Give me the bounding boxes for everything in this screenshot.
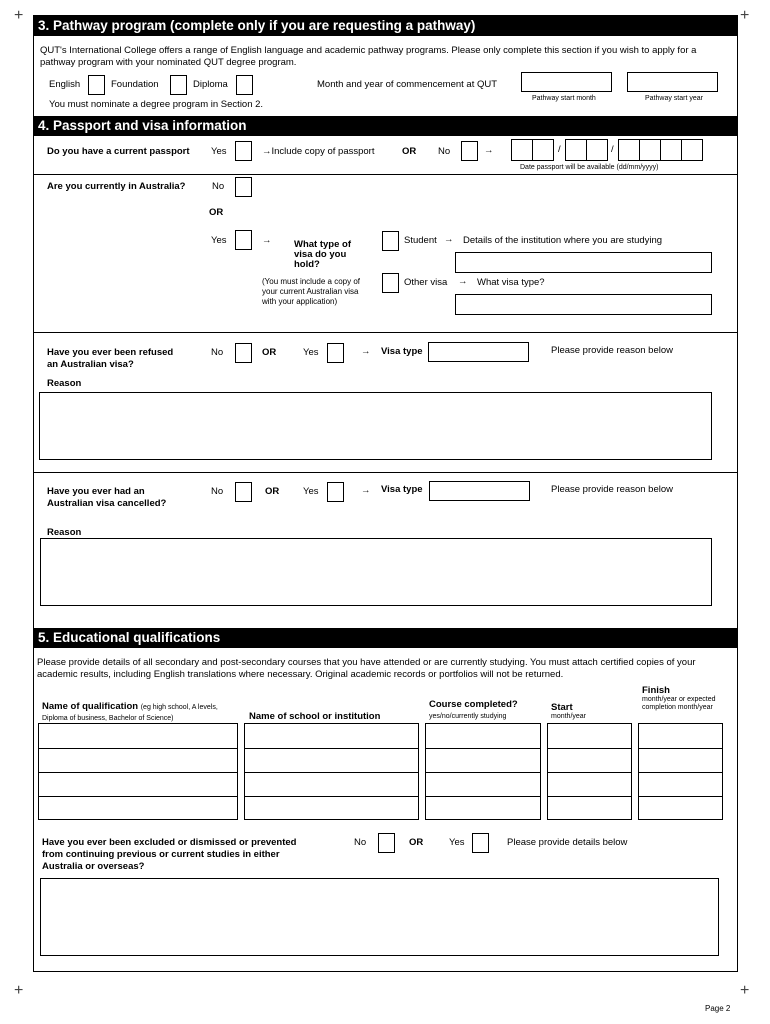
or-label: OR bbox=[409, 837, 424, 848]
cancelled-question bbox=[47, 486, 166, 510]
refused-reason-textarea[interactable] bbox=[39, 392, 712, 460]
start-month-caption: Pathway start month bbox=[532, 95, 596, 102]
institution-input[interactable] bbox=[455, 252, 712, 273]
commencement-label: Month and year of commencement at QUT bbox=[317, 79, 498, 90]
reason-label: Reason bbox=[47, 527, 82, 538]
australia-yes-checkbox[interactable] bbox=[235, 230, 252, 250]
refused-question bbox=[47, 347, 173, 371]
or-label: OR bbox=[402, 146, 417, 157]
foundation-label: Foundation bbox=[111, 79, 159, 90]
student-details-label: Details of the institution where you are studying bbox=[463, 235, 663, 246]
australia-no-checkbox[interactable] bbox=[235, 177, 252, 197]
diploma-label: Diploma bbox=[193, 79, 228, 90]
cancelled-no-label: No bbox=[211, 486, 224, 497]
question-line: Australian visa cancelled? bbox=[47, 498, 167, 509]
start-subheader: month/year bbox=[551, 713, 587, 720]
other-visa-input[interactable] bbox=[455, 294, 712, 315]
crop-mark: + bbox=[14, 982, 24, 999]
divider bbox=[532, 139, 533, 161]
australia-no-label: No bbox=[212, 181, 225, 192]
refused-yes-label: Yes bbox=[303, 347, 319, 358]
or-label: OR bbox=[265, 486, 280, 497]
refused-yes-checkbox[interactable] bbox=[327, 343, 344, 363]
crop-mark: + bbox=[740, 982, 750, 999]
start-header: Start bbox=[551, 702, 573, 713]
english-checkbox[interactable] bbox=[88, 75, 105, 95]
excluded-question bbox=[42, 837, 297, 873]
start-year-input[interactable] bbox=[627, 72, 718, 92]
english-label: English bbox=[49, 79, 81, 90]
arrow-icon: → bbox=[361, 485, 371, 496]
include-copy-note: →Include copy of passport bbox=[262, 146, 375, 157]
table-row bbox=[38, 796, 723, 797]
copy-note-line: your current Australian visa bbox=[262, 287, 359, 296]
qual-header-title: Name of qualification bbox=[42, 701, 139, 712]
qualification-header bbox=[42, 702, 242, 724]
visa-type-label: Visa type bbox=[381, 346, 423, 357]
section-4-heading: 4. Passport and visa information bbox=[33, 116, 737, 136]
visa-type-label: Visa type bbox=[381, 484, 423, 495]
divider bbox=[33, 332, 737, 333]
divider bbox=[33, 472, 737, 473]
other-visa-label: Other visa bbox=[404, 277, 448, 288]
student-label: Student bbox=[404, 235, 437, 246]
excluded-no-checkbox[interactable] bbox=[378, 833, 395, 853]
divider bbox=[660, 139, 661, 161]
cancelled-yes-label: Yes bbox=[303, 486, 319, 497]
passport-no-label: No bbox=[438, 146, 451, 157]
section-3-heading: 3. Pathway program (complete only if you are requesting a pathway) bbox=[33, 16, 737, 36]
divider bbox=[681, 139, 682, 161]
date-caption: Date passport will be available (dd/mm/yyyy) bbox=[520, 164, 659, 171]
passport-no-checkbox[interactable] bbox=[461, 141, 478, 161]
divider bbox=[33, 174, 737, 175]
crop-mark: + bbox=[740, 7, 750, 24]
table-row bbox=[38, 748, 723, 749]
australia-yes-label: Yes bbox=[211, 235, 227, 246]
arrow-icon: → bbox=[484, 145, 494, 156]
reason-below-note: Please provide reason below bbox=[551, 345, 673, 356]
date-slash: / bbox=[611, 144, 614, 155]
divider bbox=[639, 139, 640, 161]
what-visa-type-label: What visa type? bbox=[477, 277, 545, 288]
completed-subheader: yes/no/currently studying bbox=[429, 713, 507, 720]
passport-yes-checkbox[interactable] bbox=[235, 141, 252, 161]
question-line: an Australian visa? bbox=[47, 359, 134, 370]
question-line: Have you ever had an bbox=[47, 486, 145, 497]
passport-question: Do you have a current passport bbox=[47, 146, 190, 157]
copy-note-line: (You must include a copy of bbox=[262, 277, 360, 286]
arrow-icon: → bbox=[444, 234, 454, 245]
table-row bbox=[38, 772, 723, 773]
cancelled-reason-textarea[interactable] bbox=[40, 538, 712, 606]
arrow-icon: → bbox=[361, 346, 371, 357]
column-gap bbox=[419, 723, 425, 820]
question-line: Have you ever been refused bbox=[47, 347, 174, 358]
finish-header: Finish bbox=[642, 685, 670, 696]
arrow-icon: → bbox=[262, 235, 272, 246]
refused-visa-type-input[interactable] bbox=[428, 342, 529, 362]
refused-no-label: No bbox=[211, 347, 224, 358]
in-australia-question: Are you currently in Australia? bbox=[47, 181, 186, 192]
completed-header: Course completed? bbox=[429, 699, 518, 710]
pathway-intro: QUT's International College offers a range of English language and academic pathway programs. Please only complete this section if you wish to apply for a pathway program with your nominated QUT degree program. bbox=[40, 45, 697, 68]
copy-note-line: with your application) bbox=[262, 297, 338, 306]
or-label: OR bbox=[262, 347, 277, 358]
cancelled-no-checkbox[interactable] bbox=[235, 482, 252, 502]
reason-label: Reason bbox=[47, 378, 82, 389]
date-slash: / bbox=[558, 144, 561, 155]
or-label: OR bbox=[209, 207, 224, 218]
excluded-details-textarea[interactable] bbox=[40, 878, 719, 956]
school-header: Name of school or institution bbox=[249, 711, 381, 722]
visa-question-line: hold? bbox=[294, 259, 320, 270]
start-year-caption: Pathway start year bbox=[645, 95, 703, 102]
student-visa-checkbox[interactable] bbox=[382, 231, 399, 251]
details-below-note: Please provide details below bbox=[507, 837, 628, 848]
crop-mark: + bbox=[14, 7, 24, 24]
foundation-checkbox[interactable] bbox=[170, 75, 187, 95]
excluded-yes-checkbox[interactable] bbox=[472, 833, 489, 853]
arrow-icon: → bbox=[458, 276, 468, 287]
other-visa-checkbox[interactable] bbox=[382, 273, 399, 293]
refused-no-checkbox[interactable] bbox=[235, 343, 252, 363]
column-gap bbox=[632, 723, 638, 820]
finish-subheader: month/year or expected completion month/year bbox=[642, 696, 716, 711]
section-5-heading: 5. Educational qualifications bbox=[33, 628, 737, 648]
excluded-yes-label: Yes bbox=[449, 837, 465, 848]
nominate-note: You must nominate a degree program in Section 2. bbox=[49, 99, 264, 110]
visa-question-line: visa do you bbox=[294, 249, 347, 260]
column-gap bbox=[541, 723, 547, 820]
cancelled-yes-checkbox[interactable] bbox=[327, 482, 344, 502]
question-line: Australia or overseas? bbox=[42, 861, 145, 872]
start-month-input[interactable] bbox=[521, 72, 612, 92]
copy-visa-note bbox=[262, 277, 360, 307]
education-intro: Please provide details of all secondary and post-secondary courses that you have attended or are currently studying. You must attach certified copies of your academic results, including English translations where necessary. Original academic records or portfolios will not be returned. bbox=[37, 657, 696, 680]
visa-type-question bbox=[294, 240, 351, 270]
passport-yes-label: Yes bbox=[211, 146, 227, 157]
reason-below-note: Please provide reason below bbox=[551, 484, 673, 495]
diploma-checkbox[interactable] bbox=[236, 75, 253, 95]
qual-header-example: (eg high school, A levels, Diploma of business, Bachelor of Science) bbox=[42, 704, 218, 722]
page-number: Page 2 bbox=[705, 1004, 731, 1013]
divider bbox=[586, 139, 587, 161]
visa-question-line: What type of bbox=[294, 239, 351, 250]
excluded-no-label: No bbox=[354, 837, 367, 848]
cancelled-visa-type-input[interactable] bbox=[429, 481, 530, 501]
question-line: from continuing previous or current studies in either bbox=[42, 849, 280, 860]
question-line: Have you ever been excluded or dismissed or prevented bbox=[42, 837, 297, 848]
column-gap bbox=[238, 723, 244, 820]
